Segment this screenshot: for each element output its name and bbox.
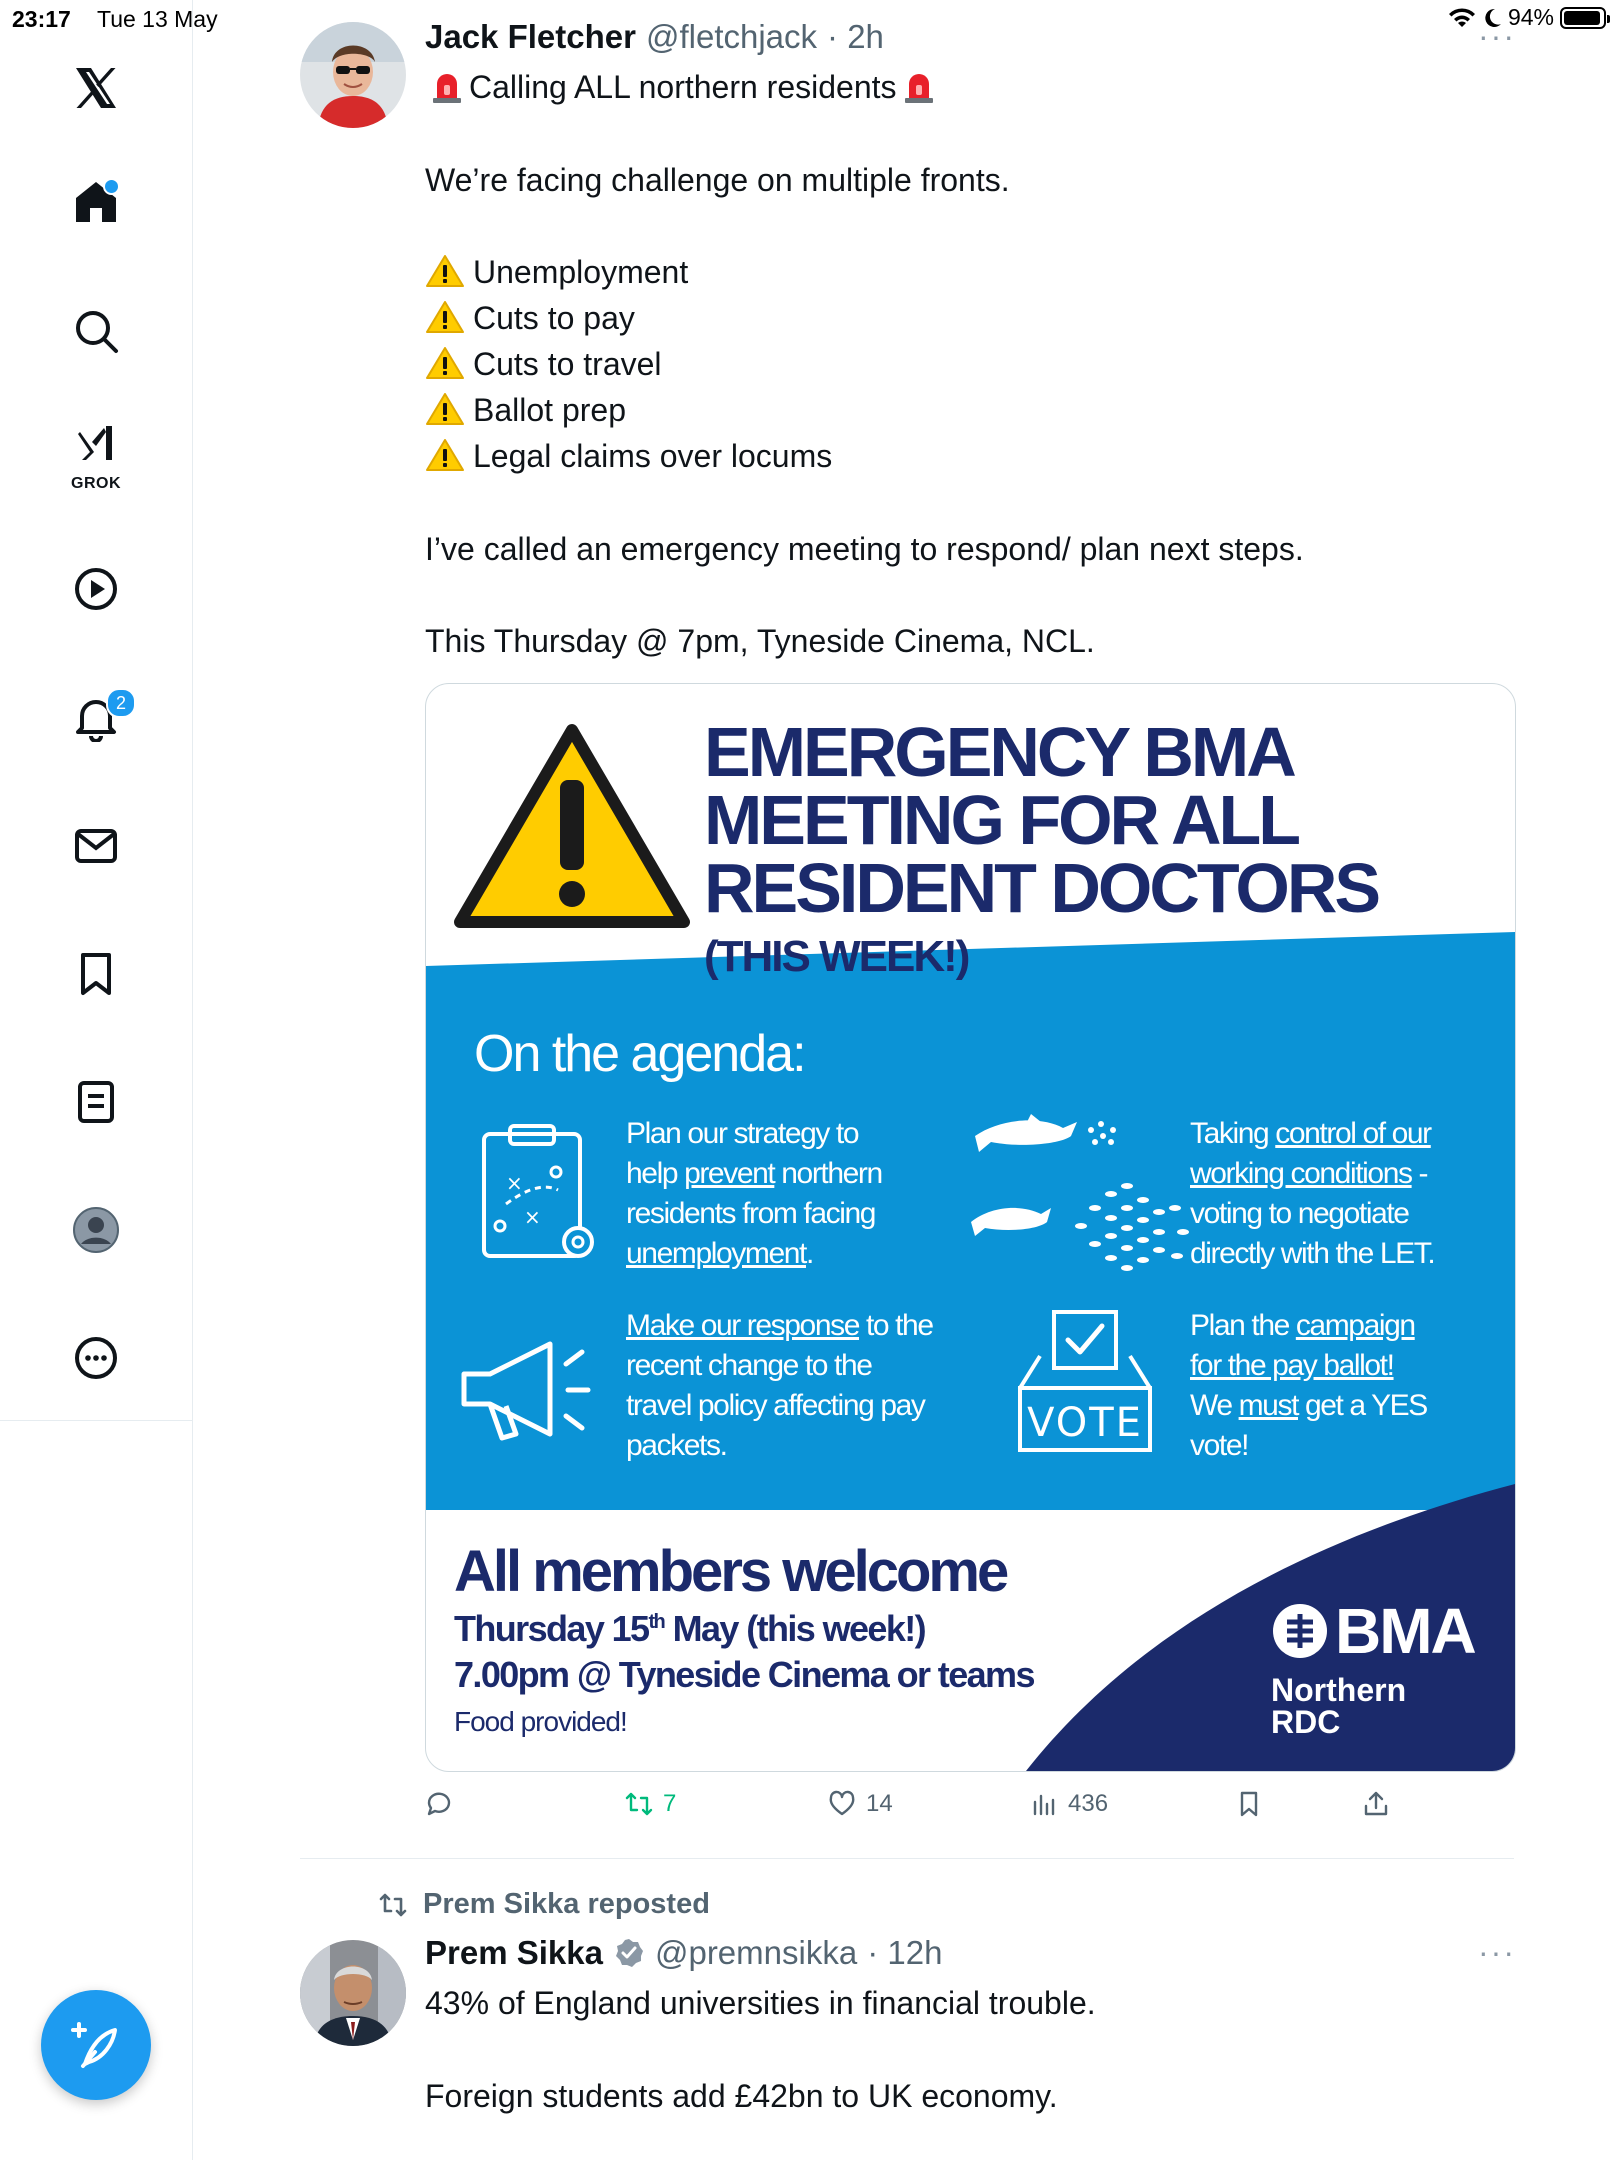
agenda-item-ballot: Plan the campaign for the pay ballot! We must get a YES vote! <box>1190 1309 1427 1462</box>
svg-text:×: × <box>524 1205 541 1229</box>
tweet-timestamp[interactable]: · 2h <box>827 18 884 55</box>
sidebar-item-lists[interactable] <box>48 1054 144 1150</box>
retweet-icon <box>377 1891 409 1919</box>
tweet-text-line: 43% of England universities in financial trouble. <box>425 1985 1096 2021</box>
tweet-media-image[interactable] <box>425 683 1516 1772</box>
tweet-divider <box>300 1858 1514 1859</box>
poster-subheading: (THIS WEEK!) <box>704 932 969 981</box>
tweet-when-text: This Thursday @ 7pm, Tyneside Cinema, NCL. <box>425 623 1095 659</box>
battery-percent: 94% <box>1507 4 1554 30</box>
tweet-timestamp[interactable]: · 12h <box>867 1934 943 1971</box>
shark-and-fish-icon <box>971 1096 1191 1296</box>
reposted-by[interactable] <box>377 1888 710 1921</box>
bookmark-icon <box>72 950 120 998</box>
tweet-issue-item <box>425 433 832 479</box>
author-name[interactable]: Jack Fletcher <box>425 18 636 55</box>
tweet-more-icon[interactable]: ··· <box>1478 18 1516 54</box>
grok-label: GROK <box>71 475 121 492</box>
sidebar-item-explore[interactable] <box>48 283 144 379</box>
search-icon <box>72 307 120 355</box>
warning-icon <box>425 438 465 472</box>
prem-sikka-avatar-icon <box>300 1940 406 2046</box>
sidebar-divider <box>0 1420 192 1421</box>
siren-icon <box>903 68 935 104</box>
sidebar-item-messages[interactable] <box>48 798 144 894</box>
sidebar-item-profile[interactable] <box>48 1182 144 1278</box>
reposted-by-text: Prem Sikka reposted <box>423 1888 710 1920</box>
author-handle[interactable]: @fletchjack <box>645 18 818 55</box>
list-icon <box>72 1078 120 1126</box>
compose-post-button[interactable] <box>41 1990 151 2100</box>
grok-icon <box>72 420 120 468</box>
more-circle-icon <box>72 1334 120 1382</box>
tweet-issue-item <box>425 341 662 387</box>
tweet-header <box>425 1934 942 1972</box>
bma-logo <box>1271 1594 1475 1668</box>
clipboard-strategy-icon <box>478 1120 598 1270</box>
views-button[interactable] <box>1030 1790 1108 1818</box>
tweet-issue-item <box>425 249 688 295</box>
megaphone-icon <box>454 1324 604 1454</box>
views-count: 436 <box>1068 1790 1109 1817</box>
bma-emblem-icon <box>1271 1602 1329 1660</box>
reply-button[interactable] <box>425 1790 453 1818</box>
retweet-count: 7 <box>663 1790 677 1817</box>
agenda-title: On the agenda: <box>474 1025 805 1083</box>
sidebar-item-home[interactable] <box>48 154 144 250</box>
wifi-icon <box>1448 7 1476 29</box>
mail-icon <box>72 822 120 870</box>
sidebar-nav <box>0 0 193 2160</box>
views-chart-icon <box>1030 1790 1058 1818</box>
sidebar-item-grok[interactable] <box>48 405 144 501</box>
warning-icon <box>425 392 465 426</box>
share-icon <box>1362 1790 1390 1818</box>
sidebar-item-bookmarks[interactable] <box>48 926 144 1022</box>
tweet-intro: We’re facing challenge on multiple fronts. <box>425 162 1010 198</box>
warning-icon <box>425 346 465 380</box>
issue-text: Ballot prep <box>473 392 626 428</box>
tweet-issue-item <box>425 387 626 433</box>
notifications-badge: 2 <box>106 688 136 718</box>
share-button[interactable] <box>1362 1790 1390 1818</box>
tweet-meeting-text: I’ve called an emergency meeting to respond/ plan next steps. <box>425 531 1304 567</box>
home-unread-dot <box>103 178 120 195</box>
warning-icon <box>425 254 465 288</box>
jack-fletcher-avatar-icon <box>300 22 406 128</box>
status-date: Tue 13 May <box>97 6 218 32</box>
tweet-header <box>425 18 884 56</box>
play-circle-icon <box>72 565 120 613</box>
profile-avatar-icon <box>72 1206 120 1254</box>
warning-icon <box>425 300 465 334</box>
poster-food-note: Food provided! <box>454 1706 627 1737</box>
compose-feather-icon <box>69 2018 123 2072</box>
bookmark-icon <box>1235 1790 1263 1818</box>
tweet-headline-text: Calling ALL northern residents <box>469 69 897 105</box>
sidebar-item-videos[interactable] <box>48 541 144 637</box>
svg-text:×: × <box>506 1171 523 1195</box>
status-indicators <box>1448 4 1606 31</box>
bookmark-button[interactable] <box>1235 1790 1263 1818</box>
tweet-more-icon[interactable]: ··· <box>1478 1934 1516 1970</box>
retweet-button[interactable] <box>625 1790 676 1818</box>
heart-icon <box>828 1790 856 1818</box>
x-logo-button[interactable] <box>48 40 144 136</box>
siren-icon <box>431 68 463 104</box>
bma-logo-text: BMA <box>1335 1595 1475 1667</box>
status-time: 23:17 <box>12 6 71 32</box>
agenda-item-strategy: Plan our strategy to help prevent northern residents from facing unemployment. <box>626 1117 882 1270</box>
poster-date: Thursday 15th May (this week!) <box>454 1608 926 1649</box>
sidebar-item-more[interactable] <box>48 1310 144 1406</box>
issue-text: Cuts to pay <box>473 300 635 336</box>
like-count: 14 <box>866 1790 893 1817</box>
battery-icon <box>1560 7 1606 29</box>
x-logo-icon <box>72 64 120 112</box>
warning-sign-icon <box>452 722 692 932</box>
reply-icon <box>425 1790 453 1818</box>
issue-text: Cuts to travel <box>473 346 662 382</box>
poster-welcome: All members welcome <box>454 1539 1007 1604</box>
agenda-item-conditions: Taking control of our working conditions - voting to negotiate directly with the LET. <box>1190 1117 1435 1270</box>
avatar[interactable] <box>300 22 406 128</box>
issue-text: Legal claims over locums <box>473 438 833 474</box>
author-name[interactable]: Prem Sikka <box>425 1934 603 1971</box>
retweet-icon <box>625 1790 653 1818</box>
vote-label: VOTE <box>1027 1400 1143 1446</box>
agenda-item-travel: Make our response to the recent change to the travel policy affecting pay packets. <box>626 1309 933 1462</box>
issue-text: Unemployment <box>473 254 689 290</box>
poster-heading: EMERGENCY BMA MEETING FOR ALL RESIDENT DOCTORS <box>704 713 1379 927</box>
author-handle[interactable]: @premnsikka <box>654 1934 858 1971</box>
tweet-actions <box>0 1790 1620 1830</box>
verified-badge-icon <box>613 1937 645 1969</box>
bma-subtitle: Northern RDC <box>1271 1672 1407 1740</box>
sidebar-item-notifications[interactable] <box>48 670 144 766</box>
poster-time-venue: 7.00pm @ Tyneside Cinema or teams <box>454 1654 1034 1695</box>
tweet-text-line: Foreign students add £42bn to UK economy. <box>425 2078 1058 2114</box>
tweet-issue-item <box>425 295 635 341</box>
like-button[interactable] <box>828 1790 893 1818</box>
tweet-headline <box>425 64 941 110</box>
avatar[interactable] <box>300 1940 406 2046</box>
